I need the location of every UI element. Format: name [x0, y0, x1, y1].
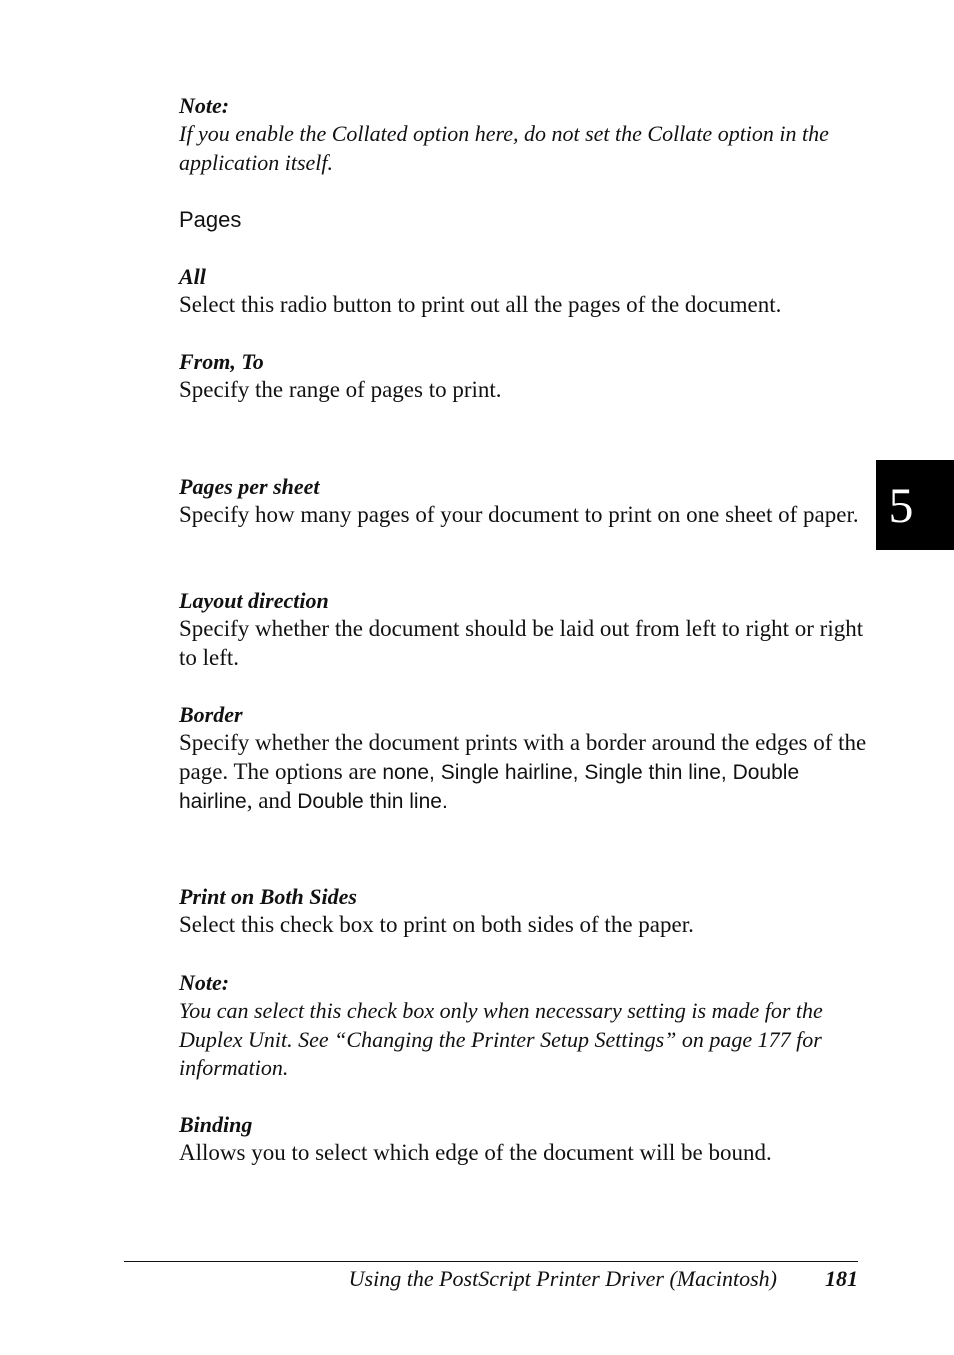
note-text: You can select this check box only when necessary setting is made for the Duplex Unit. See “Changing the Printer Setup Settings” on page 177 for information.	[179, 998, 823, 1080]
from-to-title: From, To	[179, 349, 264, 374]
pages-per-sheet-title: Pages per sheet	[179, 474, 320, 499]
border-separator: ,	[720, 760, 733, 784]
footer-title: Using the PostScript Printer Driver (Macintosh)	[348, 1266, 777, 1291]
note-text: If you enable the Collated option here, do not set the Collate option in the application itself.	[179, 121, 829, 175]
border-end: .	[441, 790, 448, 813]
from-to-section	[179, 348, 869, 405]
border-separator: ,	[572, 760, 585, 784]
note-collate	[179, 92, 869, 177]
pages-per-sheet-text: Specify how many pages of your document to print on one sheet of paper.	[179, 502, 859, 527]
chapter-tab: 5	[876, 460, 954, 550]
print-both-sides-text: Select this check box to print on both sides of the paper.	[179, 912, 694, 937]
pages-per-sheet-section	[179, 473, 869, 530]
border-option-single-hairline: Single hairline	[440, 760, 573, 784]
layout-direction-title: Layout direction	[179, 588, 329, 613]
from-to-text: Specify the range of pages to print.	[179, 377, 502, 402]
all-section	[179, 263, 869, 320]
border-and: , and	[246, 788, 298, 813]
note-duplex	[179, 969, 869, 1083]
all-text: Select this radio button to print out all the pages of the document.	[179, 292, 782, 317]
layout-direction-text: Specify whether the document should be laid out from left to right or right to left.	[179, 616, 864, 670]
note-title: Note:	[179, 93, 230, 118]
footer-rule	[124, 1261, 858, 1262]
binding-text: Allows you to select which edge of the document will be bound.	[179, 1140, 772, 1165]
note-title: Note:	[179, 970, 230, 995]
border-option-none: none	[382, 760, 430, 784]
pages-heading: Pages	[179, 207, 242, 232]
border-option-single-thin-line: Single thin line	[584, 760, 721, 784]
print-both-sides-section	[179, 883, 869, 940]
border-section	[179, 701, 869, 817]
binding-section	[179, 1111, 869, 1168]
page-footer	[349, 1264, 858, 1294]
layout-direction-section	[179, 587, 869, 672]
binding-title: Binding	[179, 1112, 253, 1137]
border-option-double-thin-line: Double thin line	[297, 790, 442, 813]
border-separator: ,	[429, 760, 441, 784]
page-number: 181	[825, 1266, 858, 1291]
print-both-sides-title: Print on Both Sides	[179, 884, 357, 909]
border-option-double-hairline: Double hairline	[179, 760, 800, 813]
border-text-prefix: Specify whether the document prints with a border around the edges of the page. The options are	[179, 730, 867, 784]
border-title: Border	[179, 702, 243, 727]
border-text	[179, 729, 869, 817]
all-title: All	[179, 264, 206, 289]
